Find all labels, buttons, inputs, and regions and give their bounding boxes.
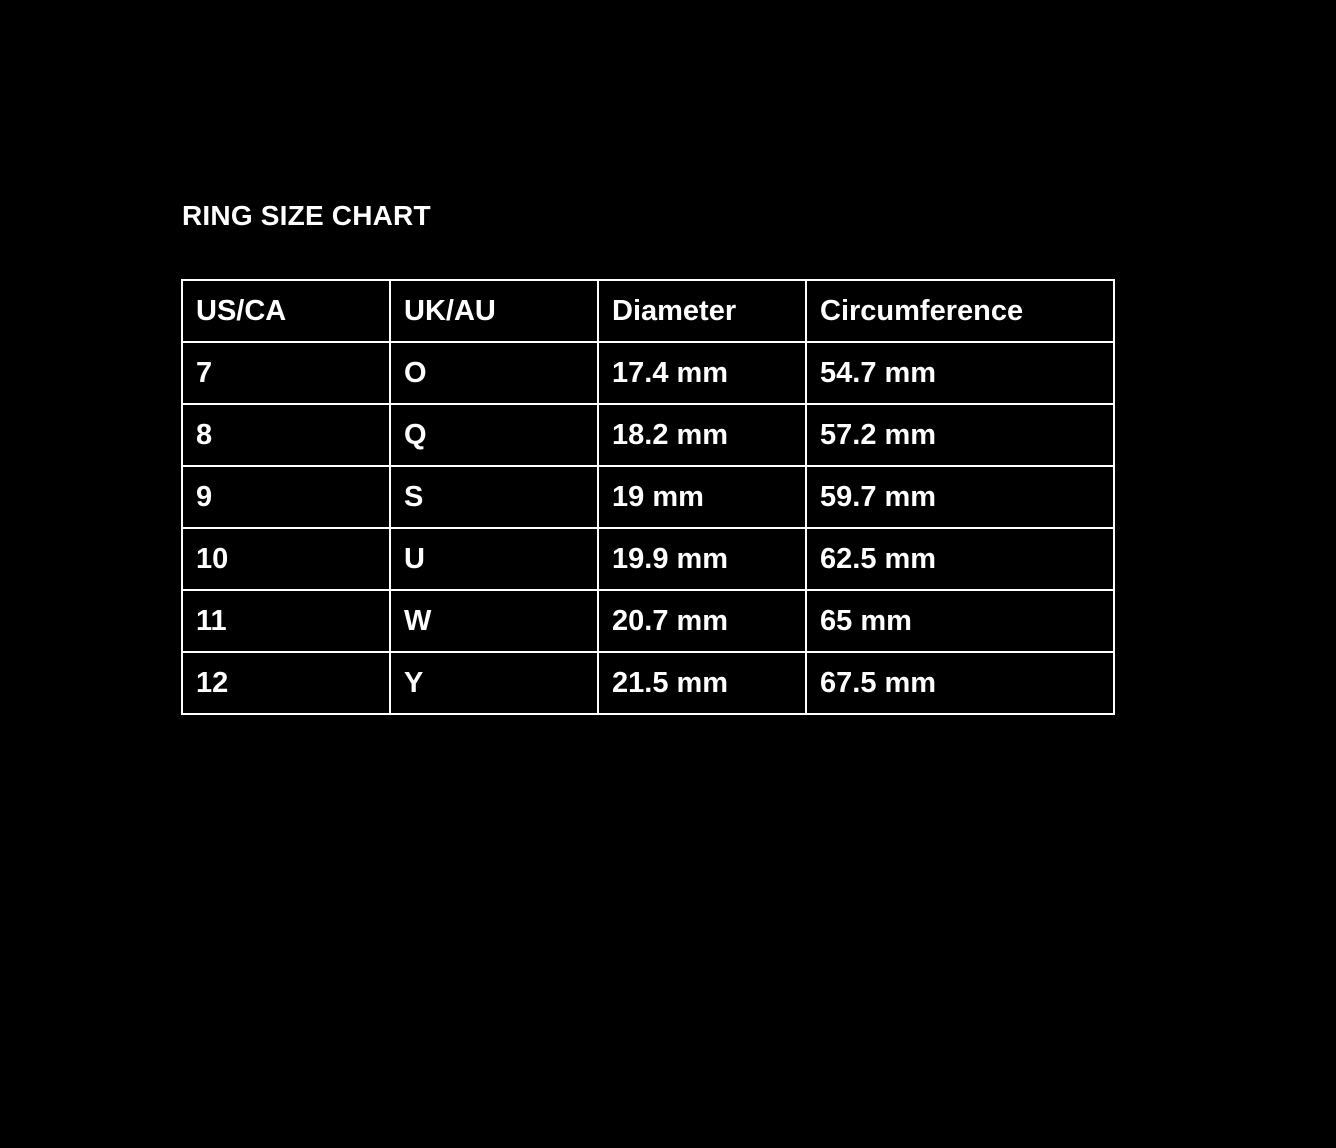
cell-us-ca: 7 xyxy=(182,342,390,404)
column-header-circumference: Circumference xyxy=(806,280,1114,342)
cell-uk-au: Y xyxy=(390,652,598,714)
column-header-uk-au: UK/AU xyxy=(390,280,598,342)
cell-us-ca: 8 xyxy=(182,404,390,466)
table-row xyxy=(182,590,1114,652)
ring-size-table xyxy=(181,279,1115,715)
cell-us-ca: 10 xyxy=(182,528,390,590)
cell-uk-au: O xyxy=(390,342,598,404)
cell-diameter: 19 mm xyxy=(598,466,806,528)
table-row xyxy=(182,404,1114,466)
cell-diameter: 18.2 mm xyxy=(598,404,806,466)
column-header-diameter: Diameter xyxy=(598,280,806,342)
cell-uk-au: Q xyxy=(390,404,598,466)
cell-diameter: 20.7 mm xyxy=(598,590,806,652)
table-row xyxy=(182,342,1114,404)
cell-diameter: 19.9 mm xyxy=(598,528,806,590)
cell-uk-au: W xyxy=(390,590,598,652)
table-row xyxy=(182,466,1114,528)
cell-us-ca: 12 xyxy=(182,652,390,714)
page-title: RING SIZE CHART xyxy=(182,200,431,231)
cell-circumference: 57.2 mm xyxy=(806,404,1114,466)
column-header-us-ca: US/CA xyxy=(182,280,390,342)
cell-circumference: 65 mm xyxy=(806,590,1114,652)
cell-us-ca: 11 xyxy=(182,590,390,652)
cell-uk-au: U xyxy=(390,528,598,590)
cell-circumference: 59.7 mm xyxy=(806,466,1114,528)
cell-uk-au: S xyxy=(390,466,598,528)
table-row xyxy=(182,652,1114,714)
cell-circumference: 62.5 mm xyxy=(806,528,1114,590)
cell-us-ca: 9 xyxy=(182,466,390,528)
cell-diameter: 21.5 mm xyxy=(598,652,806,714)
table-header-row xyxy=(182,280,1114,342)
cell-diameter: 17.4 mm xyxy=(598,342,806,404)
table-row xyxy=(182,528,1114,590)
cell-circumference: 67.5 mm xyxy=(806,652,1114,714)
cell-circumference: 54.7 mm xyxy=(806,342,1114,404)
